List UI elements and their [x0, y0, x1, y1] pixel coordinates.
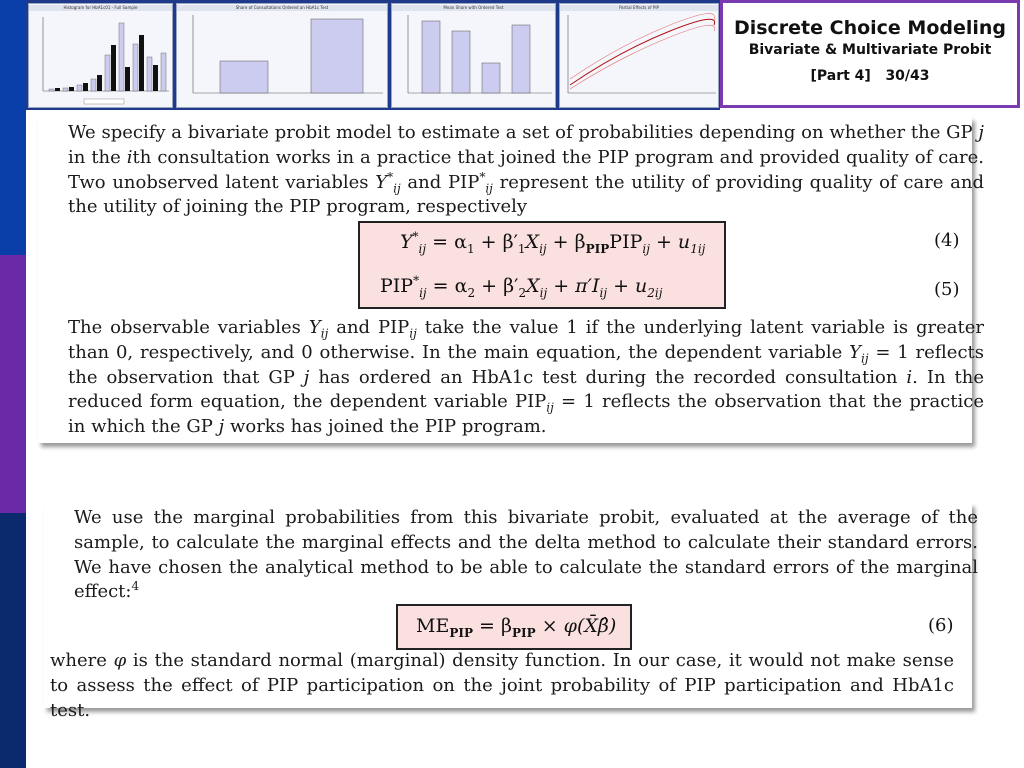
thumbnail-histogram [28, 3, 173, 108]
bar-chart-two-thumbnail-image [392, 11, 555, 107]
paragraph-observable-variables: The observable variables $Y_{ij}$ and $PIP_{ij}$ take the value 1 if the underlying latent variable is greater than 0, respectively, and 0 otherwise. In the main equation, the dependent variable $Y_{ij} = 1$ reflects the observation that GP j has ordered an HbA1c test during the recorded consultation i. In the reduced form equation, the dependent variable $PIP_{ij} = 1$ reflects the observation that the practice in which the GP j works has joined the PIP program. [68, 317, 985, 438]
paragraph-model-spec: We specify a bivariate probit model to estimate a set of probabilities depending on whether the GP j in the ith consultation works in a practice that joined the PIP program and provided quality of care. Two unobserved latent variables $Y^*_{ij}$ and $PIP^*_{ij}$ represent the utility of providing quality of care and the utility of joining the PIP program, respectively [68, 122, 985, 218]
equation-box-latent [358, 221, 726, 309]
paragraph-density-function: where φ is the standard normal (marginal) density function. In our case, it would not make sense to assess the effect of PIP participation on the joint probability of PIP participation and HbA1c test. [50, 650, 954, 721]
left-bar-navy [0, 513, 26, 768]
thumbnail-line-chart [559, 3, 719, 108]
header-strip [26, 0, 720, 110]
equation-5: $PIP^*_{ij} = \alpha_2 + \beta'_2X_{ij} + \pi'I_{ij} + u_{2ij}$ [380, 273, 663, 300]
slide-subtitle: Bivariate & Multivariate Probit [748, 42, 992, 58]
line-chart-thumbnail-image [560, 11, 718, 107]
equation-number-5: (5) [934, 279, 960, 300]
equation-4: $Y^*_{ij} = \alpha_1 + \beta'_1X_{ij} + \beta_{PIP}PIP_{ij} + u_{1ij}$ [400, 229, 706, 256]
thumbnail-bar-chart-one [176, 3, 388, 108]
thumbnail-title: Mean Share with Ordered Test [392, 5, 555, 11]
paragraph-marginal-probabilities: We use the marginal probabilities from this bivariate probit, evaluated at the average of the sample, to calculate the marginal effects and the delta method to calculate their standard errors. We have chosen the analytical method to be able to calculate the standard errors of the marginal effect:$^4$ [74, 507, 978, 603]
paper-excerpt-bivariate-model [38, 117, 985, 443]
paper-excerpt-marginal-effects [44, 503, 978, 721]
equation-number-6: (6) [928, 615, 954, 636]
thumbnail-title: Partial Effects of PIP [560, 5, 718, 11]
equation-6: $ME_{PIP} = \beta_{PIP}$ × φ(X̄β̂) [416, 615, 617, 640]
equation-number-4: (4) [934, 230, 960, 251]
left-bar-purple [0, 255, 26, 513]
equation-box-marginal-effect [396, 604, 632, 650]
page-number: 30/43 [885, 68, 930, 84]
left-color-bar [0, 0, 26, 768]
thumbnail-title: Histogram for HbA1c01 - Full Sample [29, 5, 172, 11]
histogram-thumbnail-image [29, 11, 172, 107]
thumbnail-bar-chart-two [391, 3, 556, 108]
slide-title-box [720, 0, 1020, 108]
bar-chart-one-thumbnail-image [177, 11, 387, 107]
left-bar-blue [0, 0, 26, 255]
slide-page-info [723, 68, 1017, 84]
thumbnail-title: Share of Consultations Ordered an HbA1c Test [177, 5, 387, 11]
part-label: [Part 4] [810, 68, 871, 84]
slide-title: Discrete Choice Modeling [733, 17, 1007, 39]
